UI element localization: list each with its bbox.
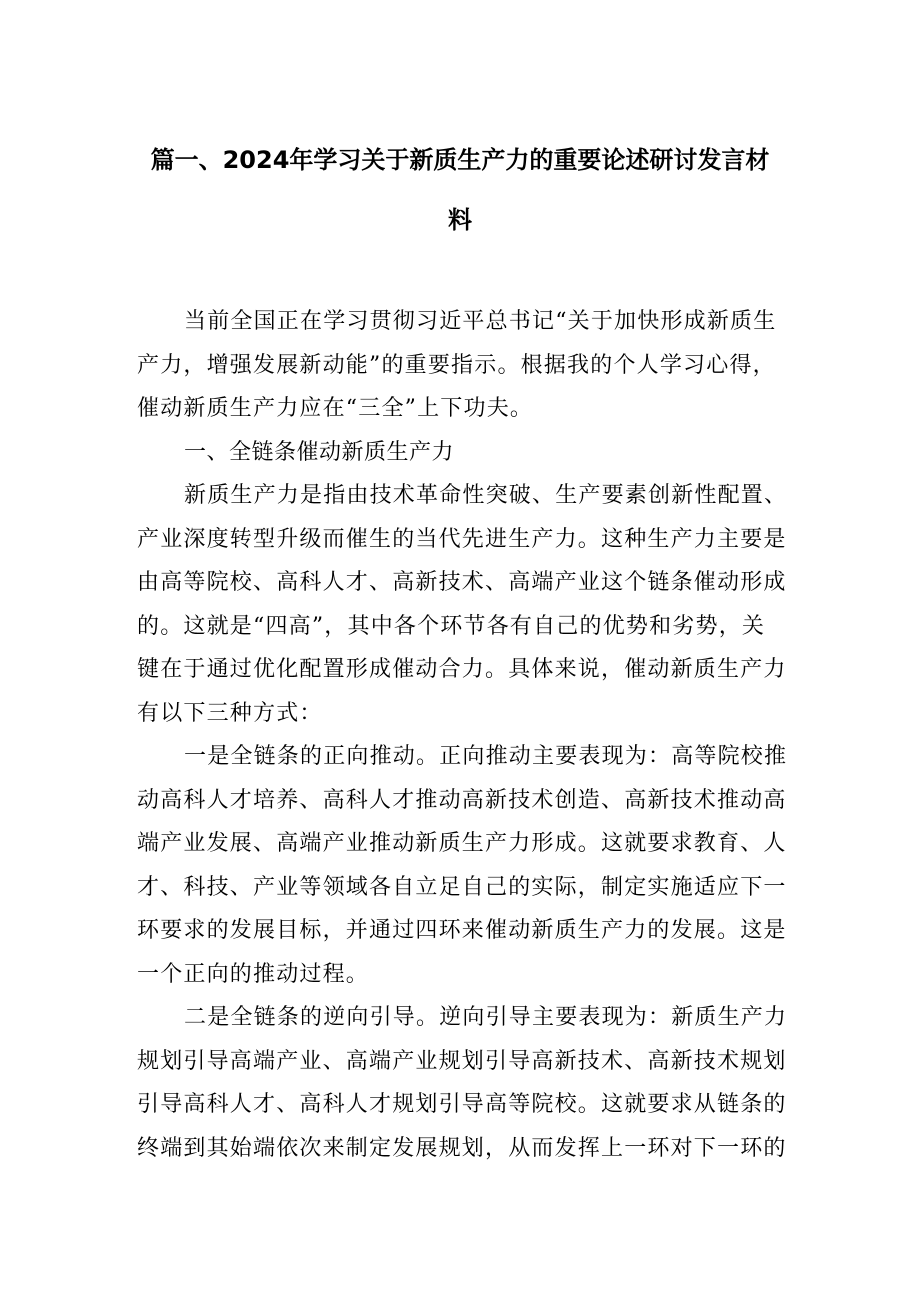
paragraph-3-line-2: 动高科人才培养、高科人才推动高新技术创造、高新技术推动高 — [137, 787, 787, 813]
section-heading-1: 一、全链条催动新质生产力 — [184, 439, 455, 465]
paragraph-2-line-3: 由高等院校、高科人才、高新技术、高端产业这个链条催动形成 — [137, 570, 787, 595]
paragraph-2-line-6: 有以下三种方式： — [137, 700, 323, 726]
paragraph-1-line-1: 当前全国正在学习贯彻习近平总书记“关于加快形成新质生 — [184, 309, 777, 334]
paragraph-4-line-1: 二是全链条的逆向引导。逆向引导主要表现为：新质生产力 — [184, 1005, 788, 1030]
paragraph-3-line-3: 端产业发展、高端产业推动新质生产力形成。这就要求教育、人 — [137, 831, 787, 856]
paragraph-2-line-2: 产业深度转型升级而催生的当代先进生产力。这种生产力主要是 — [137, 526, 787, 552]
paragraph-3-line-4: 才、科技、产业等领域各自立足自己的实际，制定实施适应下一 — [137, 874, 787, 900]
document-title-line-1: 篇一、2024年学习关于新质生产力的重要论述研讨发言材 — [150, 146, 770, 174]
document-title-line-2: 料 — [448, 206, 472, 234]
paragraph-3-line-1: 一是全链条的正向推动。正向推动主要表现为：高等院校推 — [184, 744, 788, 769]
paragraph-2-line-1: 新质生产力是指由技术革命性突破、生产要素创新性配置、 — [184, 483, 788, 508]
paragraph-1-line-2: 产力，增强发展新动能”的重要指示。根据我的个人学习心得， — [137, 352, 776, 378]
document-body — [137, 300, 797, 1170]
paragraph-2-line-5: 键在于通过优化配置形成催动合力。具体来说，催动新质生产力 — [137, 657, 787, 682]
paragraph-4-line-2: 规划引导高端产业、高端产业规划引导高新技术、高新技术规划 — [137, 1048, 787, 1074]
paragraph-2-line-4: 的。这就是“四高”，其中各个环节各有自己的优势和劣势，关 — [137, 613, 766, 639]
paragraph-3-line-5: 环要求的发展目标，并通过四环来催动新质生产力的发展。这是 — [137, 918, 787, 943]
paragraph-3-line-6: 一个正向的推动过程。 — [137, 961, 370, 987]
paragraph-4-line-4: 终端到其始端依次来制定发展规划，从而发挥上一环对下一环的 — [137, 1135, 787, 1161]
paragraph-1-line-3: 催动新质生产力应在“三全”上下功夫。 — [137, 396, 534, 421]
paragraph-4-line-3: 引导高科人才、高科人才规划引导高等院校。这就要求从链条的 — [137, 1092, 787, 1117]
